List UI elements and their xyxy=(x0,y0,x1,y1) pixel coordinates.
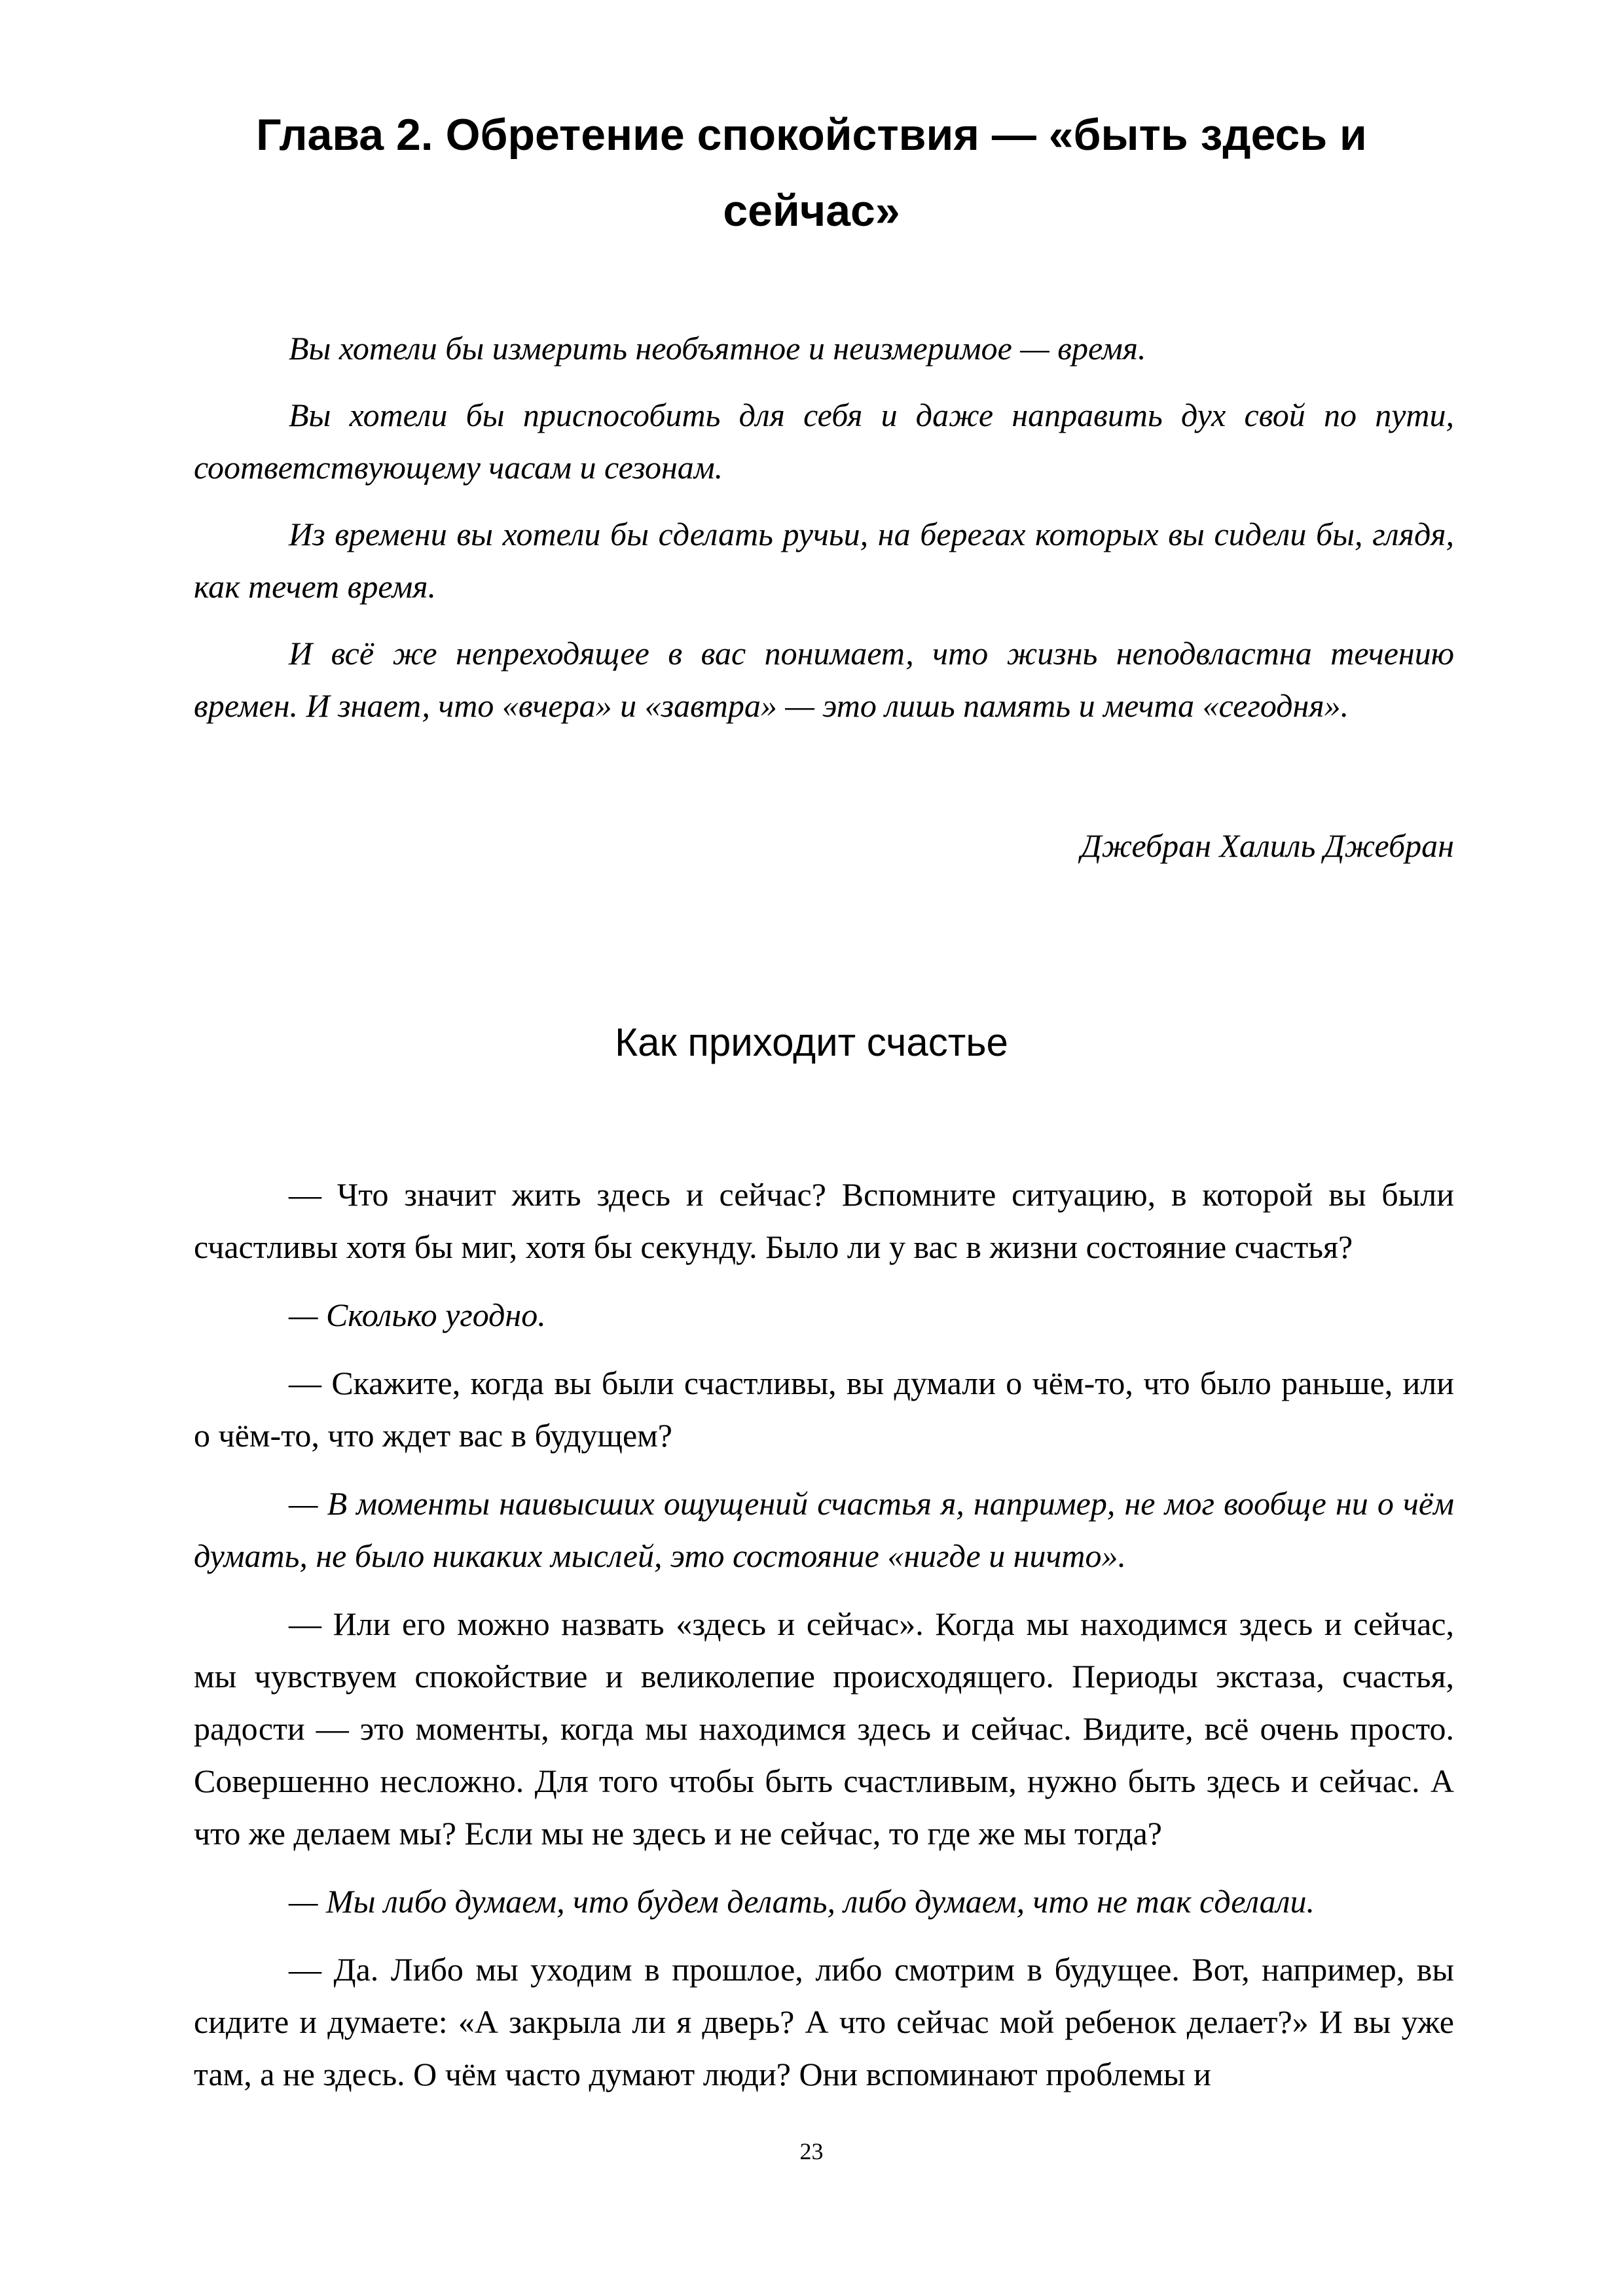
section-title: Как приходит счастье xyxy=(615,1020,1008,1064)
epigraph-line: Вы хотели бы измерить необъятное и неизмеримое — время. xyxy=(289,330,1146,367)
page-number: 23 xyxy=(799,2138,824,2164)
epigraph-author: Джебран Халиль Джебран xyxy=(1080,827,1454,864)
dialog-body xyxy=(194,1168,1454,2116)
dialog-paragraph: — Что значит жить здесь и сейчас? Вспомните ситуацию, в которой вы были счастливы хотя бы миг, хотя бы секунду. Было ли у вас в жизни состояние счастья? xyxy=(194,1176,1454,1265)
epigraph-line: И всё же непреходящее в вас понимает, что жизнь неподвластна течению времен. И знает, что «вчера» и «завтра» — это лишь память и мечта «сегодня». xyxy=(194,635,1454,724)
dialog-paragraph: — Мы либо думаем, что будем делать, либо думаем, что не так сделали. xyxy=(289,1883,1315,1920)
epigraph xyxy=(194,322,1454,746)
epigraph-line: Вы хотели бы приспособить для себя и даже направить дух свой по пути, соответствующему часам и сезонам. xyxy=(194,397,1454,486)
dialog-paragraph: — Сколько угодно. xyxy=(289,1297,546,1333)
dialog-paragraph: — Или его можно назвать «здесь и сейчас». Когда мы находимся здесь и сейчас, мы чувствуем спокойствие и великолепие происходящего. Периоды экстаза, счастья, радости — это моменты, когда мы находимся здесь и сейчас. Видите, всё очень просто. Совершенно несложно. Для того чтобы быть счастливым, нужно быть здесь и сейчас. А что же делаем мы? Если мы не здесь и не сейчас, то где же мы тогда? xyxy=(194,1605,1454,1852)
chapter-title: Глава 2. Обретение спокойствия — «быть здесь и сейчас» xyxy=(256,110,1367,236)
dialog-paragraph: — Скажите, когда вы были счастливы, вы думали о чём-то, что было раньше, или о чём-то, что ждет вас в будущем? xyxy=(194,1365,1454,1454)
dialog-paragraph: — Да. Либо мы уходим в прошлое, либо смотрим в будущее. Вот, например, вы сидите и думаете: «А закрыла ли я дверь? А что сейчас мой ребенок делает?» И вы уже там, а не здесь. О чём часто думают люди? Они вспоминают проблемы и xyxy=(194,1951,1454,2092)
dialog-paragraph: — В моменты наивысших ощущений счастья я, например, не мог вообще ни о чём думать, не было никаких мыслей, это состояние «нигде и ничто». xyxy=(194,1485,1454,1574)
epigraph-line: Из времени вы хотели бы сделать ручьи, на берегах которых вы сидели бы, глядя, как течет время. xyxy=(194,516,1454,605)
